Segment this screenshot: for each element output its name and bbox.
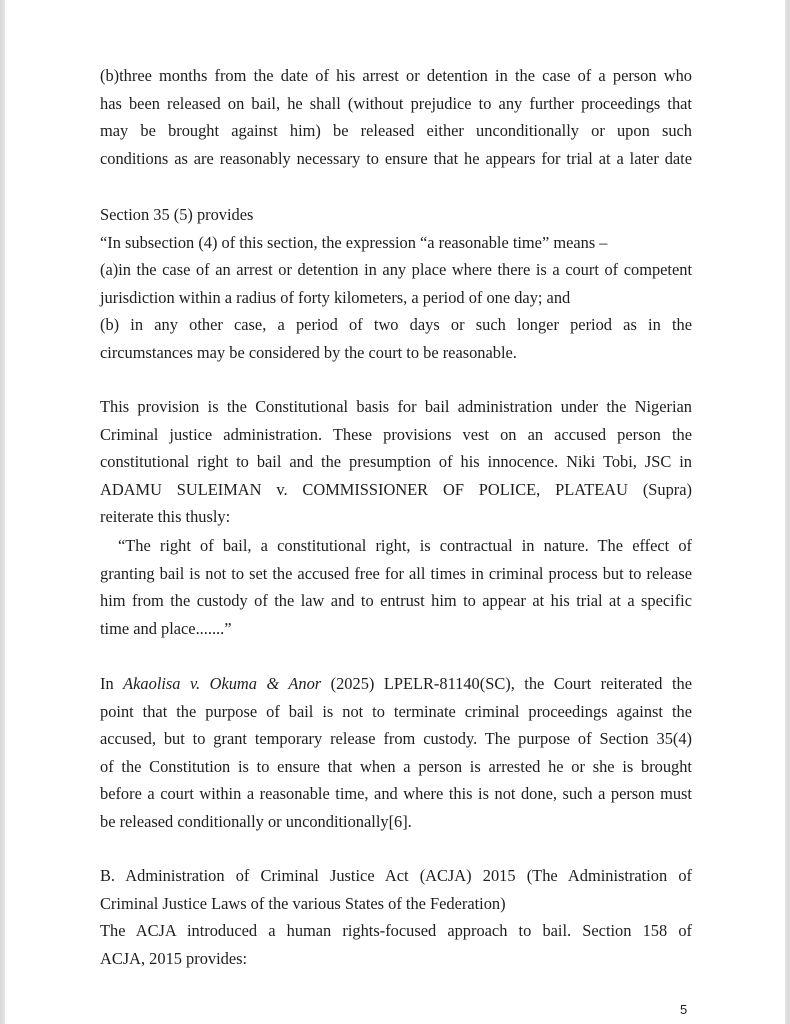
text-suffix: (2025) LPELR-81140(SC), the Court reiterated the xyxy=(321,674,692,693)
text-line: jurisdiction within a radius of forty kilometers, a period of one day; and xyxy=(100,287,571,307)
case-name: Akaolisa v. Okuma & Anor xyxy=(123,674,322,693)
paragraph-section-35-5 xyxy=(100,201,692,366)
paragraph-constitutional-basis xyxy=(100,393,692,531)
section-heading: Criminal Justice Laws of the various States of the Federation) xyxy=(100,893,506,913)
text-line: be released conditionally or unconditionally[6]. xyxy=(100,811,412,831)
text-line: time and place.......” xyxy=(100,618,232,638)
section-heading: B. Administration of Criminal Justice Act (ACJA) 2015 (The Administration of xyxy=(100,866,692,885)
text-line: ACJA, 2015 provides: xyxy=(100,948,248,968)
text-line: granting bail is not to set the accused free for all times in criminal process but to release xyxy=(100,563,692,583)
text-line: (b)three months from the date of his arrest or detention in the case of a person who xyxy=(100,66,692,85)
text-line: may be brought against him) be released either unconditionally or upon such xyxy=(100,121,692,140)
paragraph-section-35-4-b xyxy=(100,62,692,172)
text-line: (a)in the case of an arrest or detention in any place where there is a court of competent xyxy=(100,260,692,279)
text-line: This provision is the Constitutional basis for bail administration under the Nigerian xyxy=(100,397,692,416)
text-line: of the Constitution is to ensure that when a person is arrested he or she is brought xyxy=(100,756,692,776)
section-heading: Section 35 (5) provides xyxy=(100,205,254,224)
text-line: “In subsection (4) of this section, the expression “a reasonable time” means – xyxy=(100,232,608,252)
text-line: constitutional right to bail and the presumption of his innocence. Niki Tobi, JSC in xyxy=(100,452,692,471)
text-line: accused, but to grant temporary release from custody. The purpose of Section 35(4) xyxy=(100,729,692,748)
quotation-block xyxy=(100,532,692,642)
text-prefix: In xyxy=(100,674,124,693)
text-line: point that the purpose of bail is not to terminate criminal proceedings against the xyxy=(100,701,692,721)
text-line: circumstances may be considered by the court to be reasonable. xyxy=(100,342,517,362)
text-line: before a court within a reasonable time, and where this is not done, such a person must xyxy=(100,784,692,803)
text-line: The ACJA introduced a human rights-focused approach to bail. Section 158 of xyxy=(100,921,692,940)
case-citation-line: ADAMU SULEIMAN v. COMMISSIONER OF POLICE, PLATEAU (Supra) xyxy=(100,479,692,499)
text-line: conditions as are reasonably necessary to ensure that he appears for trial at a later date xyxy=(100,148,692,168)
text-line xyxy=(100,670,692,698)
text-line: “The right of bail, a constitutional right, is contractual in nature. The effect of xyxy=(118,536,692,555)
text-line: reiterate this thusly: xyxy=(100,507,231,526)
paragraph-akaolisa xyxy=(100,670,692,835)
page-number: 5 xyxy=(680,1002,688,1017)
text-line: him from the custody of the law and to entrust him to appear at his trial at a specific xyxy=(100,591,692,610)
text-line: (b) in any other case, a period of two days or such longer period as in the xyxy=(100,315,692,334)
paragraph-acja xyxy=(100,862,692,972)
text-line: Criminal justice administration. These provisions vest on an accused person the xyxy=(100,424,692,444)
text-line: has been released on bail, he shall (without prejudice to any further proceedings that xyxy=(100,93,692,113)
